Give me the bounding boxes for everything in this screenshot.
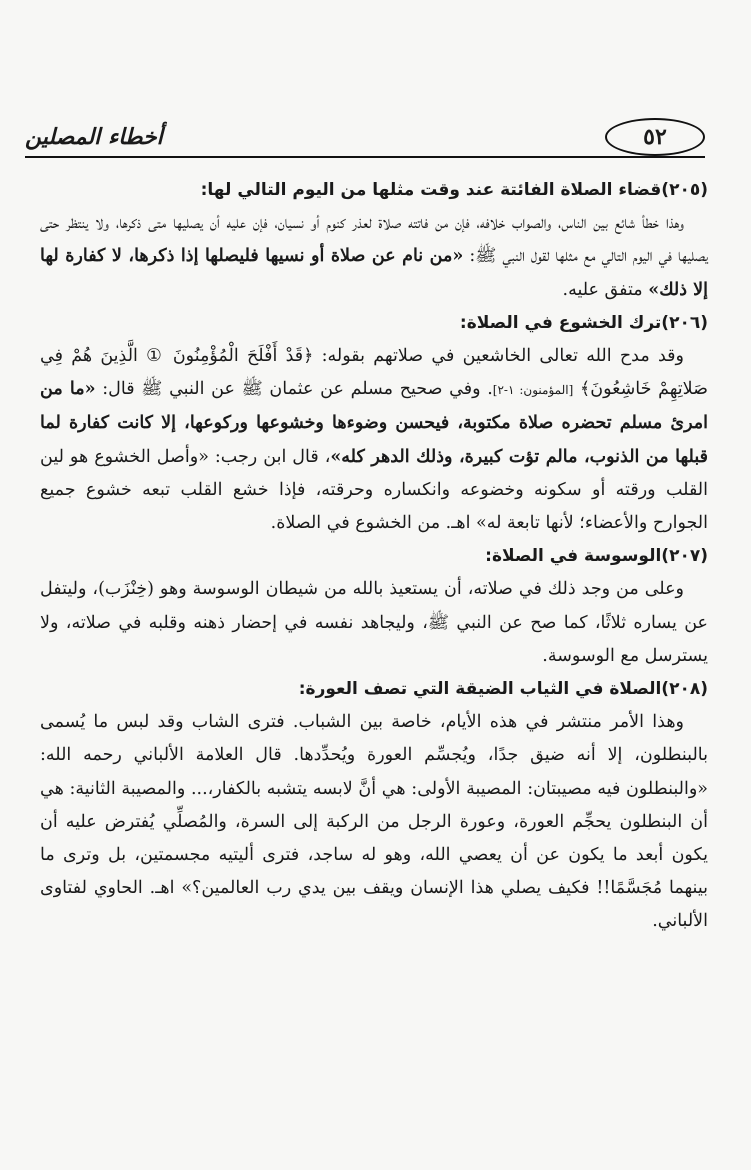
verse-reference: [المؤمنون: ١-٢] [492,383,574,398]
section-heading-text: الوسوسة في الصلاة: [485,546,662,567]
section-heading [40,307,708,340]
paragraph-text: . وفي صحيح مسلم عن عثمان ﷺ عن النبي ﷺ قال: [102,379,493,400]
section-heading [40,540,708,573]
paragraph [40,573,708,673]
section-heading-text: الصلاة في الثياب الضيقة التي تصف العورة: [298,679,662,700]
header-rule [25,156,705,158]
section-207 [40,540,708,673]
paragraph [40,706,708,938]
section-208 [40,673,708,939]
paragraph-text: وهذا خطأ شائع بين الناس، والصواب خلافه، فإن من فاتته صلاة لعذر كنوم أو نسيان، فإن عليه أن يصليها متى ذكرها، ولا ينتظر حتى يصليها في اليوم التالي مع مثلها لقول النبي ﷺ: [40,213,708,267]
page-number: ٥٢ [605,118,705,156]
page-content [40,174,708,939]
quran-verse: وقد مدح الله تعالى الخاشعين في صلاتهم بقوله: ﴿قَدْ أَفْلَحَ الْمُؤْمِنُونَ ① الَّذِينَ هُمْ فِي صَلاتِهِمْ خَاشِعُونَ﴾ [40,346,708,400]
section-number: (٢٠٦) [661,312,708,333]
hadith-quote: «من نام عن صلاة أو نسيها فليصلها إذا ذكرها، لا كفارة لها إلا ذلك» [40,246,708,300]
section-heading-text: قضاء الصلاة الفائتة عند وقت مثلها من اليوم التالي لها: [200,180,662,200]
section-number: (٢٠٧) [661,546,708,567]
section-number: (٢٠٨) [661,679,708,700]
book-title: أخطاء المصلين [25,124,163,150]
page-header [25,118,705,164]
paragraph [40,207,708,307]
paragraph-text: وهذا الأمر منتشر في هذه الأيام، خاصة بين الشباب. فترى الشاب وقد لبس ما يُسمى بالبنطلون، إلا أنه ضيق جدًا، ويُجسِّم العورة ويُحدِّدها. قال العلامة الألباني رحمه الله: «والبنطلون فيه مصيبتان: المصيبة الأولى: هي أنَّ لابسه يتشبه بالكفار،... والمصيبة الثانية: هي أن البنطلون يحجِّم العورة، وعورة الرجل من الركبة إلى السرة، والمُصلِّي يُفترض عليه أن يكون أبعد ما يكون عن أن يعصي الله، وهو له ساجد، فترى أليتيه مجسمتين، بل وترى ما بينهما مُجَسَّمًا!! فكيف يصلي هذا الإنسان ويقف بين يدي رب العالمين؟» اهـ. الحاوي لفتاوى الألباني. [40,712,708,932]
source-note: متفق عليه. [562,279,643,300]
paragraph [40,340,708,540]
section-205 [40,174,708,307]
hadith-quote: «ما من امرئ مسلم تحضره صلاة مكتوبة، فيحسن وضوءها وخشوعها وركوعها، إلا كانت كفارة لما قبلها من الذنوب، مالم تؤت كبيرة، وذلك الدهر كله» [40,379,708,467]
paragraph-text-continued: ، قال ابن رجب: «وأصل الخشوع هو لين القلب ورقته أو سكونه وخضوعه وانكساره وحرقته، فإذا خشع القلب تبعه خشوع جميع الجوارح والأعضاء؛ لأنها تابعة له» اهـ. من الخشوع في الصلاة. [40,446,708,534]
section-heading [40,174,708,207]
section-heading [40,673,708,706]
section-heading-text: ترك الخشوع في الصلاة: [459,312,662,333]
paragraph-text: وعلى من وجد ذلك في صلاته، أن يستعيذ بالله من شيطان الوسوسة وهو (خِنْزَب)، وليتفل عن يساره ثلاثًا، كما صح عن النبي ﷺ، وليجاهد نفسه في إحضار ذهنه وقلبه في صلاته، ولا يسترسل مع الوسوسة. [40,579,708,666]
section-number: (٢٠٥) [661,180,708,200]
section-206 [40,307,708,540]
